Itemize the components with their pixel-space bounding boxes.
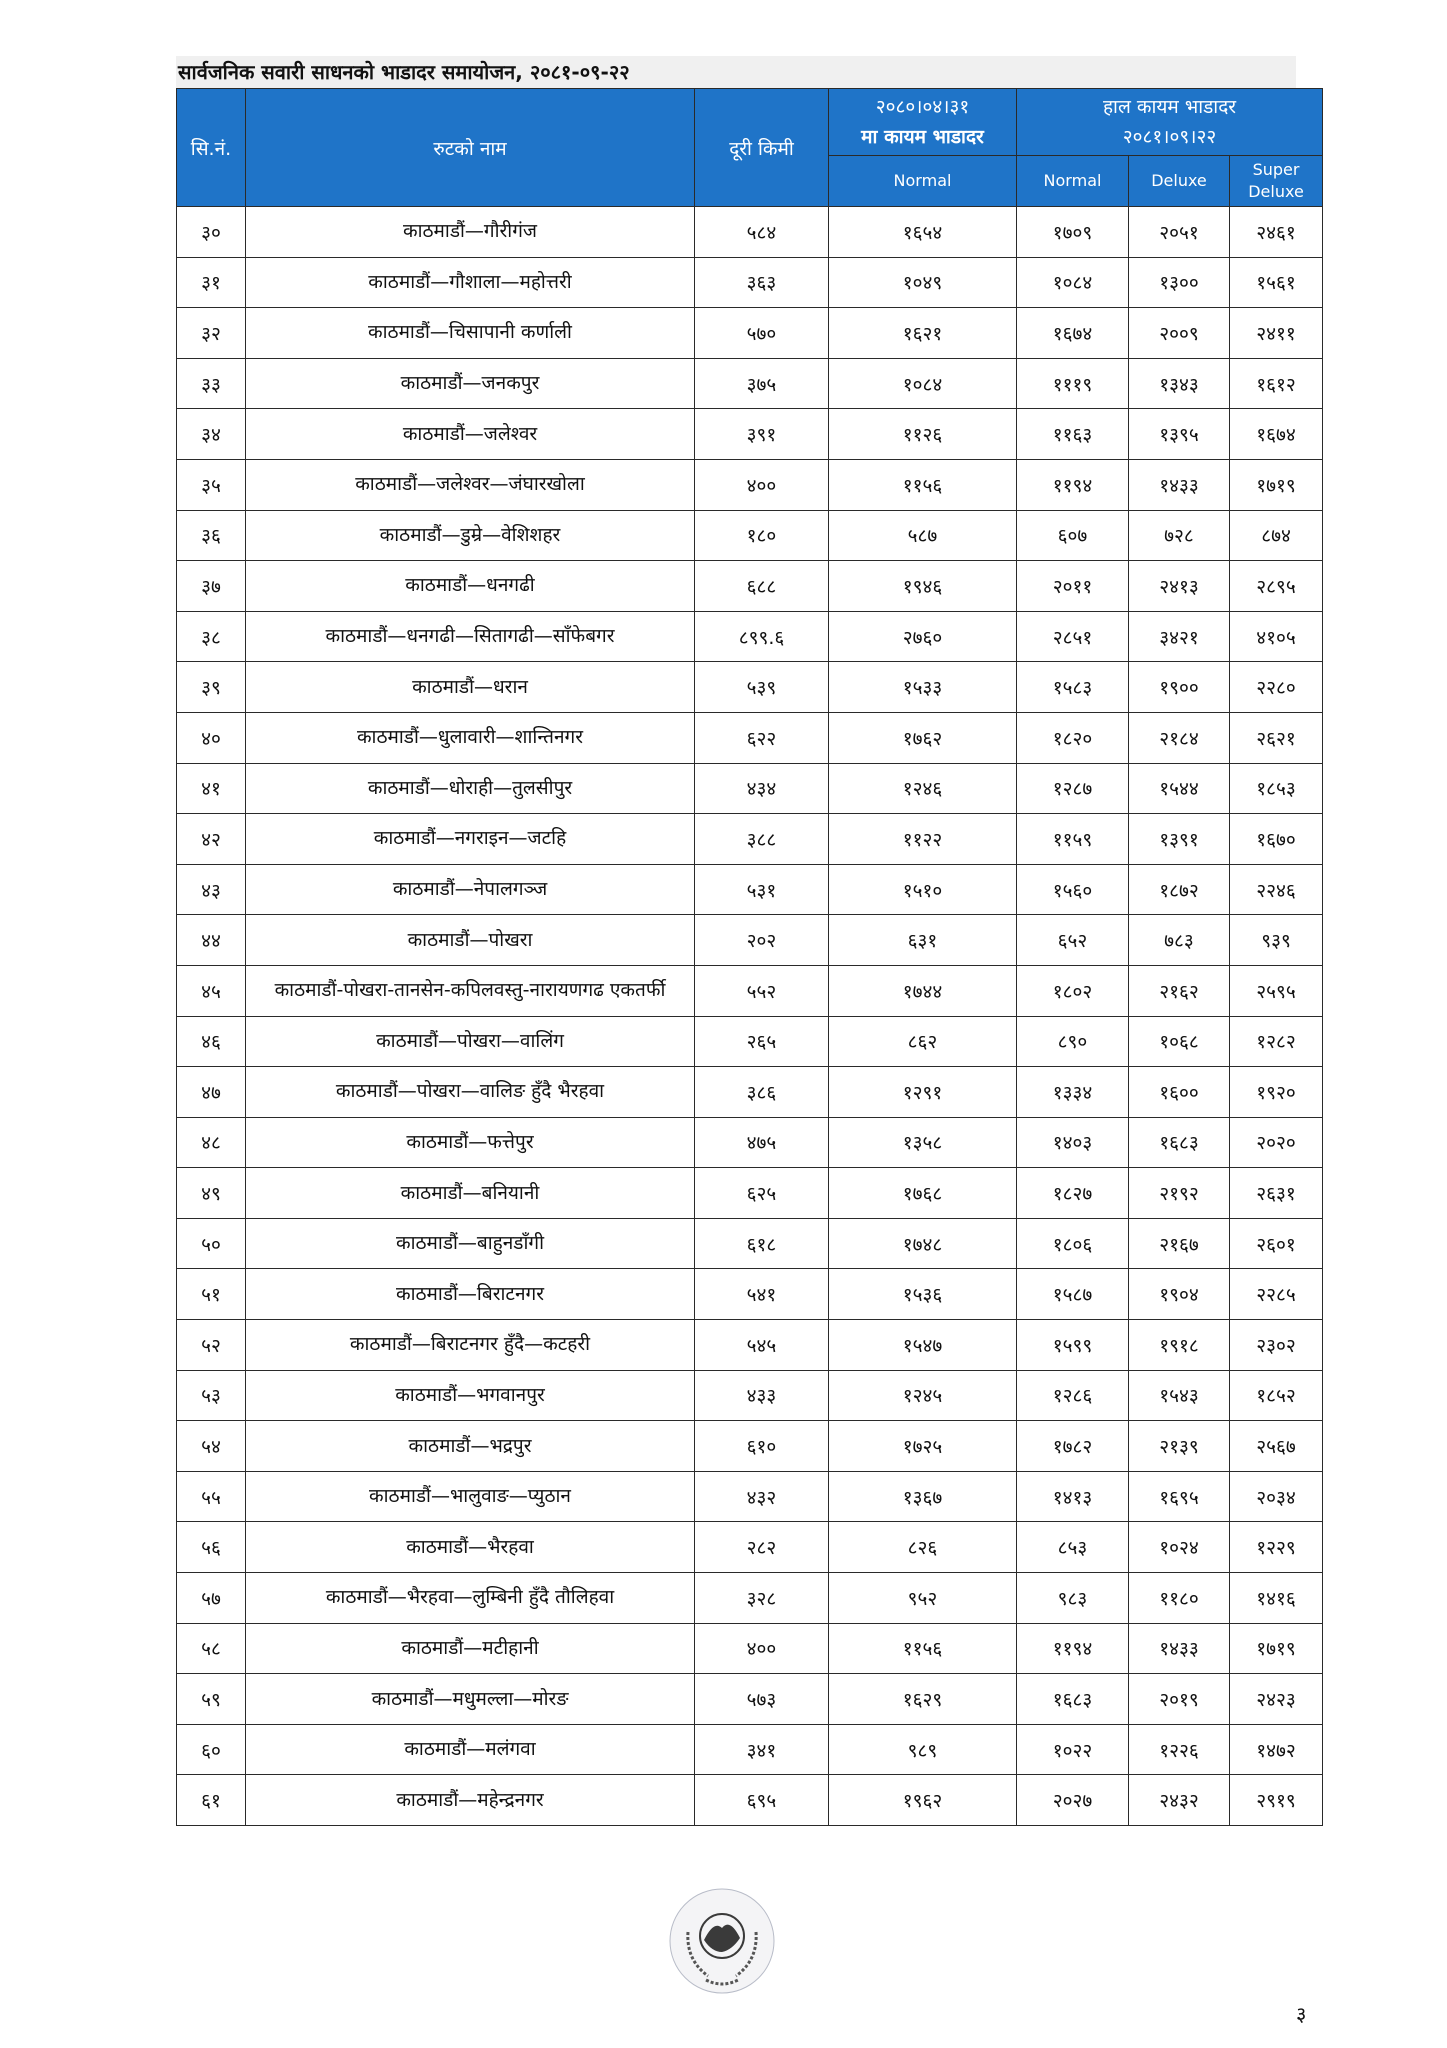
cell-deluxe: १३४३ bbox=[1129, 358, 1230, 409]
cell-sn: ४७ bbox=[177, 1067, 246, 1118]
table-row bbox=[177, 1775, 1323, 1826]
cell-prev-normal: १९६२ bbox=[829, 1775, 1017, 1826]
cell-normal: १८०२ bbox=[1017, 965, 1129, 1016]
header-previous-label: मा कायम भाडादर bbox=[861, 126, 984, 148]
cell-sn: ४५ bbox=[177, 965, 246, 1016]
table-row bbox=[177, 814, 1323, 865]
table-row bbox=[177, 662, 1323, 713]
cell-distance: ३८६ bbox=[695, 1067, 829, 1118]
cell-super-deluxe: २०३४ bbox=[1230, 1471, 1323, 1522]
cell-super-deluxe: १४१६ bbox=[1230, 1573, 1323, 1624]
cell-prev-normal: ११५६ bbox=[829, 459, 1017, 510]
cell-sn: ३९ bbox=[177, 662, 246, 713]
cell-normal: १६७४ bbox=[1017, 308, 1129, 359]
cell-deluxe: २१६७ bbox=[1129, 1218, 1230, 1269]
cell-super-deluxe: १८५३ bbox=[1230, 763, 1323, 814]
cell-distance: ४७५ bbox=[695, 1117, 829, 1168]
cell-distance: ५३९ bbox=[695, 662, 829, 713]
cell-deluxe: २४३२ bbox=[1129, 1775, 1230, 1826]
cell-normal: ८५३ bbox=[1017, 1522, 1129, 1573]
cell-distance: ४३२ bbox=[695, 1471, 829, 1522]
cell-sn: ५४ bbox=[177, 1421, 246, 1472]
cell-prev-normal: १७२५ bbox=[829, 1421, 1017, 1472]
cell-distance: ३७५ bbox=[695, 358, 829, 409]
cell-route: काठमाडौं—भालुवाङ—प्युठान bbox=[246, 1471, 695, 1522]
table-row bbox=[177, 308, 1323, 359]
page-number: ३ bbox=[1296, 2002, 1307, 2026]
cell-normal: ६५२ bbox=[1017, 915, 1129, 966]
cell-route: काठमाडौं—धुलावारी—शान्तिनगर bbox=[246, 712, 695, 763]
cell-deluxe: २०१९ bbox=[1129, 1674, 1230, 1725]
table-row bbox=[177, 459, 1323, 510]
table-row bbox=[177, 763, 1323, 814]
cell-prev-normal: ८६२ bbox=[829, 1016, 1017, 1067]
cell-normal: ८९० bbox=[1017, 1016, 1129, 1067]
cell-distance: ५३१ bbox=[695, 864, 829, 915]
cell-deluxe: २१६२ bbox=[1129, 965, 1230, 1016]
cell-prev-normal: १५३६ bbox=[829, 1269, 1017, 1320]
table-row bbox=[177, 1218, 1323, 1269]
cell-prev-normal: १२९१ bbox=[829, 1067, 1017, 1118]
cell-route: काठमाडौं—भैरहवा—लुम्बिनी हुँदै तौलिहवा bbox=[246, 1573, 695, 1624]
cell-distance: ३९१ bbox=[695, 409, 829, 460]
cell-prev-normal: ११२२ bbox=[829, 814, 1017, 865]
cell-sn: ३७ bbox=[177, 561, 246, 612]
cell-distance: २६५ bbox=[695, 1016, 829, 1067]
cell-super-deluxe: २४६१ bbox=[1230, 207, 1323, 258]
cell-normal: १५८३ bbox=[1017, 662, 1129, 713]
cell-sn: ३३ bbox=[177, 358, 246, 409]
table-row bbox=[177, 1623, 1323, 1674]
cell-sn: ३० bbox=[177, 207, 246, 258]
header-super-deluxe: Super Deluxe bbox=[1230, 156, 1323, 207]
cell-super-deluxe: १९२० bbox=[1230, 1067, 1323, 1118]
cell-distance: ३८८ bbox=[695, 814, 829, 865]
cell-sn: ४१ bbox=[177, 763, 246, 814]
cell-route: काठमाडौं—भगवानपुर bbox=[246, 1370, 695, 1421]
cell-distance: ६१० bbox=[695, 1421, 829, 1472]
cell-distance: ५७० bbox=[695, 308, 829, 359]
cell-normal: १८०६ bbox=[1017, 1218, 1129, 1269]
cell-normal: १८२० bbox=[1017, 712, 1129, 763]
cell-sn: ५३ bbox=[177, 1370, 246, 1421]
cell-prev-normal: ८२६ bbox=[829, 1522, 1017, 1573]
cell-route: काठमाडौं—धरान bbox=[246, 662, 695, 713]
cell-deluxe: २००९ bbox=[1129, 308, 1230, 359]
cell-deluxe: १३९५ bbox=[1129, 409, 1230, 460]
cell-sn: ५२ bbox=[177, 1320, 246, 1371]
cell-route: काठमाडौं-पोखरा-तानसेन-कपिलवस्तु-नारायणगढ एकतर्फी bbox=[246, 965, 695, 1016]
cell-super-deluxe: १६७० bbox=[1230, 814, 1323, 865]
cell-sn: ६१ bbox=[177, 1775, 246, 1826]
cell-deluxe: १५४४ bbox=[1129, 763, 1230, 814]
cell-prev-normal: १६२१ bbox=[829, 308, 1017, 359]
cell-deluxe: १९०० bbox=[1129, 662, 1230, 713]
cell-sn: ३१ bbox=[177, 257, 246, 308]
table-row bbox=[177, 561, 1323, 612]
cell-route: काठमाडौं—नगराइन—जटहि bbox=[246, 814, 695, 865]
table-row bbox=[177, 1674, 1323, 1725]
cell-super-deluxe: १२८२ bbox=[1230, 1016, 1323, 1067]
cell-super-deluxe: २२८० bbox=[1230, 662, 1323, 713]
cell-route: काठमाडौं—जलेश्वर bbox=[246, 409, 695, 460]
cell-route: काठमाडौं—जनकपुर bbox=[246, 358, 695, 409]
cell-deluxe: १३०० bbox=[1129, 257, 1230, 308]
cell-super-deluxe: २०२० bbox=[1230, 1117, 1323, 1168]
cell-distance: २८२ bbox=[695, 1522, 829, 1573]
cell-sn: ५८ bbox=[177, 1623, 246, 1674]
cell-sn: ४९ bbox=[177, 1168, 246, 1219]
cell-distance: ४०० bbox=[695, 1623, 829, 1674]
table-row bbox=[177, 864, 1323, 915]
cell-route: काठमाडौं—नेपालगञ्ज bbox=[246, 864, 695, 915]
cell-sn: ४३ bbox=[177, 864, 246, 915]
cell-route: काठमाडौं—पोखरा—वालिंग bbox=[246, 1016, 695, 1067]
table-row bbox=[177, 965, 1323, 1016]
cell-route: काठमाडौं—भैरहवा bbox=[246, 1522, 695, 1573]
table-row bbox=[177, 358, 1323, 409]
cell-prev-normal: १५४७ bbox=[829, 1320, 1017, 1371]
cell-sn: ३५ bbox=[177, 459, 246, 510]
cell-normal: १७०९ bbox=[1017, 207, 1129, 258]
table-row bbox=[177, 207, 1323, 258]
cell-deluxe: १३९१ bbox=[1129, 814, 1230, 865]
cell-deluxe: १०६८ bbox=[1129, 1016, 1230, 1067]
cell-sn: ५९ bbox=[177, 1674, 246, 1725]
cell-sn: ४४ bbox=[177, 915, 246, 966]
cell-deluxe: १५४३ bbox=[1129, 1370, 1230, 1421]
cell-distance: ५४५ bbox=[695, 1320, 829, 1371]
cell-super-deluxe: १८५२ bbox=[1230, 1370, 1323, 1421]
cell-super-deluxe: २२८५ bbox=[1230, 1269, 1323, 1320]
cell-deluxe: १६८३ bbox=[1129, 1117, 1230, 1168]
table-row bbox=[177, 1269, 1323, 1320]
cell-distance: ३४१ bbox=[695, 1724, 829, 1775]
table-row bbox=[177, 1016, 1323, 1067]
table-row bbox=[177, 611, 1323, 662]
cell-sn: ३६ bbox=[177, 510, 246, 561]
cell-prev-normal: ९८९ bbox=[829, 1724, 1017, 1775]
cell-route: काठमाडौं—बिराटनगर bbox=[246, 1269, 695, 1320]
cell-sn: ४८ bbox=[177, 1117, 246, 1168]
cell-distance: ५५२ bbox=[695, 965, 829, 1016]
table-row bbox=[177, 1573, 1323, 1624]
cell-sn: ५० bbox=[177, 1218, 246, 1269]
cell-sn: ४६ bbox=[177, 1016, 246, 1067]
cell-sn: ५१ bbox=[177, 1269, 246, 1320]
cell-normal: ११९४ bbox=[1017, 1623, 1129, 1674]
cell-distance: ३६३ bbox=[695, 257, 829, 308]
cell-prev-normal: १३५८ bbox=[829, 1117, 1017, 1168]
header-current-fare bbox=[1017, 89, 1323, 156]
table-row bbox=[177, 1421, 1323, 1472]
cell-super-deluxe: २६०१ bbox=[1230, 1218, 1323, 1269]
cell-distance: ४३३ bbox=[695, 1370, 829, 1421]
header-distance: दूरी किमी bbox=[695, 89, 829, 207]
cell-prev-normal: ६३१ bbox=[829, 915, 1017, 966]
cell-deluxe: २१३९ bbox=[1129, 1421, 1230, 1472]
cell-prev-normal: १५३३ bbox=[829, 662, 1017, 713]
cell-route: काठमाडौं—गौरीगंज bbox=[246, 207, 695, 258]
cell-sn: ४० bbox=[177, 712, 246, 763]
header-deluxe: Deluxe bbox=[1129, 156, 1230, 207]
cell-deluxe: २०५१ bbox=[1129, 207, 1230, 258]
cell-sn: ४२ bbox=[177, 814, 246, 865]
cell-super-deluxe: २४११ bbox=[1230, 308, 1323, 359]
cell-normal: १४१३ bbox=[1017, 1471, 1129, 1522]
cell-deluxe: १६९५ bbox=[1129, 1471, 1230, 1522]
cell-prev-normal: ११२६ bbox=[829, 409, 1017, 460]
cell-sn: ३२ bbox=[177, 308, 246, 359]
cell-super-deluxe: १५६१ bbox=[1230, 257, 1323, 308]
cell-sn: ३४ bbox=[177, 409, 246, 460]
cell-route: काठमाडौं—महेन्द्रनगर bbox=[246, 1775, 695, 1826]
cell-distance: ६२२ bbox=[695, 712, 829, 763]
cell-deluxe: १९०४ bbox=[1129, 1269, 1230, 1320]
cell-route: काठमाडौं—धनगढी—सितागढी—साँफेबगर bbox=[246, 611, 695, 662]
cell-deluxe: २४१३ bbox=[1129, 561, 1230, 612]
cell-deluxe: १६०० bbox=[1129, 1067, 1230, 1118]
cell-prev-normal: ५८७ bbox=[829, 510, 1017, 561]
cell-route: काठमाडौं—बनियानी bbox=[246, 1168, 695, 1219]
cell-normal: १५६० bbox=[1017, 864, 1129, 915]
cell-route: काठमाडौं—मधुमल्ला—मोरङ bbox=[246, 1674, 695, 1725]
cell-prev-normal: १७४८ bbox=[829, 1218, 1017, 1269]
cell-normal: ११९४ bbox=[1017, 459, 1129, 510]
cell-distance: ५४१ bbox=[695, 1269, 829, 1320]
cell-super-deluxe: २२४६ bbox=[1230, 864, 1323, 915]
cell-normal: ११६३ bbox=[1017, 409, 1129, 460]
cell-route: काठमाडौं—जलेश्वर—जंघारखोला bbox=[246, 459, 695, 510]
header-normal: Normal bbox=[1017, 156, 1129, 207]
cell-deluxe: १८७२ bbox=[1129, 864, 1230, 915]
cell-normal: १५९९ bbox=[1017, 1320, 1129, 1371]
table-row bbox=[177, 1117, 1323, 1168]
table-row bbox=[177, 409, 1323, 460]
cell-distance: १८० bbox=[695, 510, 829, 561]
cell-route: काठमाडौं—धोराही—तुलसीपुर bbox=[246, 763, 695, 814]
cell-super-deluxe: २५६७ bbox=[1230, 1421, 1323, 1472]
cell-route: काठमाडौं—धनगढी bbox=[246, 561, 695, 612]
cell-route: काठमाडौं—फत्तेपुर bbox=[246, 1117, 695, 1168]
cell-prev-normal: ११५६ bbox=[829, 1623, 1017, 1674]
office-seal bbox=[658, 1880, 786, 2002]
header-current-label: हाल कायम भाडादर bbox=[1102, 96, 1237, 118]
cell-deluxe: १९१८ bbox=[1129, 1320, 1230, 1371]
cell-prev-normal: १९४६ bbox=[829, 561, 1017, 612]
cell-normal: २०२७ bbox=[1017, 1775, 1129, 1826]
header-previous-normal: Normal bbox=[829, 156, 1017, 207]
cell-distance: ५८४ bbox=[695, 207, 829, 258]
cell-route: काठमाडौं—चिसापानी कर्णाली bbox=[246, 308, 695, 359]
cell-deluxe: १०२४ bbox=[1129, 1522, 1230, 1573]
cell-route: काठमाडौं—डुम्रे—वेशिशहर bbox=[246, 510, 695, 561]
cell-normal: १०२२ bbox=[1017, 1724, 1129, 1775]
cell-normal: १५८७ bbox=[1017, 1269, 1129, 1320]
cell-normal: १७८२ bbox=[1017, 1421, 1129, 1472]
cell-super-deluxe: १२२९ bbox=[1230, 1522, 1323, 1573]
cell-normal: १३३४ bbox=[1017, 1067, 1129, 1118]
cell-distance: २०२ bbox=[695, 915, 829, 966]
cell-super-deluxe: २८९५ bbox=[1230, 561, 1323, 612]
cell-sn: ५६ bbox=[177, 1522, 246, 1573]
table-row bbox=[177, 257, 1323, 308]
cell-super-deluxe: १७१९ bbox=[1230, 459, 1323, 510]
cell-sn: ६० bbox=[177, 1724, 246, 1775]
cell-normal: २०११ bbox=[1017, 561, 1129, 612]
cell-deluxe: १४३३ bbox=[1129, 459, 1230, 510]
cell-super-deluxe: १७१९ bbox=[1230, 1623, 1323, 1674]
cell-super-deluxe: १४७२ bbox=[1230, 1724, 1323, 1775]
cell-super-deluxe: १६७४ bbox=[1230, 409, 1323, 460]
cell-normal: १२८७ bbox=[1017, 763, 1129, 814]
cell-super-deluxe: २३०२ bbox=[1230, 1320, 1323, 1371]
cell-route: काठमाडौं—गौशाला—महोत्तरी bbox=[246, 257, 695, 308]
cell-normal: ६०७ bbox=[1017, 510, 1129, 561]
cell-deluxe: ७२८ bbox=[1129, 510, 1230, 561]
header-sn: सि.नं. bbox=[177, 89, 246, 207]
cell-super-deluxe: २६३१ bbox=[1230, 1168, 1323, 1219]
cell-prev-normal: १३६७ bbox=[829, 1471, 1017, 1522]
cell-super-deluxe: १६१२ bbox=[1230, 358, 1323, 409]
cell-deluxe: ११८० bbox=[1129, 1573, 1230, 1624]
cell-distance: ४०० bbox=[695, 459, 829, 510]
cell-super-deluxe: ८७४ bbox=[1230, 510, 1323, 561]
table-row bbox=[177, 510, 1323, 561]
cell-route: काठमाडौं—पोखरा—वालिङ हुँदै भैरहवा bbox=[246, 1067, 695, 1118]
cell-distance: ६८८ bbox=[695, 561, 829, 612]
cell-route: काठमाडौं—पोखरा bbox=[246, 915, 695, 966]
header-route: रुटको नाम bbox=[246, 89, 695, 207]
cell-distance: ८९९.६ bbox=[695, 611, 829, 662]
table-row bbox=[177, 1522, 1323, 1573]
cell-distance: ६१८ bbox=[695, 1218, 829, 1269]
header-current-date: २०८१।०९।२२ bbox=[1122, 126, 1217, 148]
cell-route: काठमाडौं—बाहुनडाँगी bbox=[246, 1218, 695, 1269]
cell-sn: ५५ bbox=[177, 1471, 246, 1522]
cell-normal: १८२७ bbox=[1017, 1168, 1129, 1219]
fare-table bbox=[176, 88, 1323, 1826]
cell-deluxe: ३४२१ bbox=[1129, 611, 1230, 662]
cell-normal: ११५९ bbox=[1017, 814, 1129, 865]
cell-super-deluxe: ९३९ bbox=[1230, 915, 1323, 966]
header-previous-date: २०८०।०४।३१ bbox=[875, 96, 970, 118]
cell-prev-normal: ९५२ bbox=[829, 1573, 1017, 1624]
cell-super-deluxe: २५९५ bbox=[1230, 965, 1323, 1016]
cell-deluxe: १४३३ bbox=[1129, 1623, 1230, 1674]
cell-prev-normal: १७४४ bbox=[829, 965, 1017, 1016]
cell-route: काठमाडौं—मलंगवा bbox=[246, 1724, 695, 1775]
cell-sn: ५७ bbox=[177, 1573, 246, 1624]
table-row bbox=[177, 915, 1323, 966]
cell-prev-normal: १०४९ bbox=[829, 257, 1017, 308]
cell-prev-normal: १२४६ bbox=[829, 763, 1017, 814]
cell-prev-normal: १६५४ bbox=[829, 207, 1017, 258]
table-row bbox=[177, 1724, 1323, 1775]
cell-super-deluxe: ४१०५ bbox=[1230, 611, 1323, 662]
cell-normal: १०८४ bbox=[1017, 257, 1129, 308]
cell-prev-normal: १७६२ bbox=[829, 712, 1017, 763]
cell-normal: १११९ bbox=[1017, 358, 1129, 409]
table-row bbox=[177, 1471, 1323, 1522]
document-title: सार्वजनिक सवारी साधनको भाडादर समायोजन, २०८१-०९-२२ bbox=[176, 56, 1296, 88]
cell-normal: १४०३ bbox=[1017, 1117, 1129, 1168]
table-row bbox=[177, 1370, 1323, 1421]
cell-sn: ३८ bbox=[177, 611, 246, 662]
cell-route: काठमाडौं—बिराटनगर हुँदै—कटहरी bbox=[246, 1320, 695, 1371]
cell-distance: ५७३ bbox=[695, 1674, 829, 1725]
cell-normal: १२८६ bbox=[1017, 1370, 1129, 1421]
cell-deluxe: २१९२ bbox=[1129, 1168, 1230, 1219]
cell-prev-normal: १०८४ bbox=[829, 358, 1017, 409]
cell-route: काठमाडौं—भद्रपुर bbox=[246, 1421, 695, 1472]
cell-super-deluxe: २४२३ bbox=[1230, 1674, 1323, 1725]
cell-normal: ९८३ bbox=[1017, 1573, 1129, 1624]
cell-prev-normal: १६२९ bbox=[829, 1674, 1017, 1725]
cell-prev-normal: २७६० bbox=[829, 611, 1017, 662]
cell-super-deluxe: २९१९ bbox=[1230, 1775, 1323, 1826]
header-previous-fare bbox=[829, 89, 1017, 156]
fare-table-body bbox=[177, 207, 1323, 1826]
cell-deluxe: २१८४ bbox=[1129, 712, 1230, 763]
cell-prev-normal: १७६८ bbox=[829, 1168, 1017, 1219]
cell-distance: ४३४ bbox=[695, 763, 829, 814]
table-row bbox=[177, 1067, 1323, 1118]
cell-distance: ६२५ bbox=[695, 1168, 829, 1219]
cell-deluxe: ७८३ bbox=[1129, 915, 1230, 966]
table-row bbox=[177, 1168, 1323, 1219]
cell-route: काठमाडौं—मटीहानी bbox=[246, 1623, 695, 1674]
cell-prev-normal: १२४५ bbox=[829, 1370, 1017, 1421]
cell-normal: २८५१ bbox=[1017, 611, 1129, 662]
cell-distance: ३२८ bbox=[695, 1573, 829, 1624]
cell-distance: ६९५ bbox=[695, 1775, 829, 1826]
cell-prev-normal: १५१० bbox=[829, 864, 1017, 915]
cell-super-deluxe: २६२१ bbox=[1230, 712, 1323, 763]
cell-normal: १६८३ bbox=[1017, 1674, 1129, 1725]
table-row bbox=[177, 712, 1323, 763]
cell-deluxe: १२२६ bbox=[1129, 1724, 1230, 1775]
table-row bbox=[177, 1320, 1323, 1371]
